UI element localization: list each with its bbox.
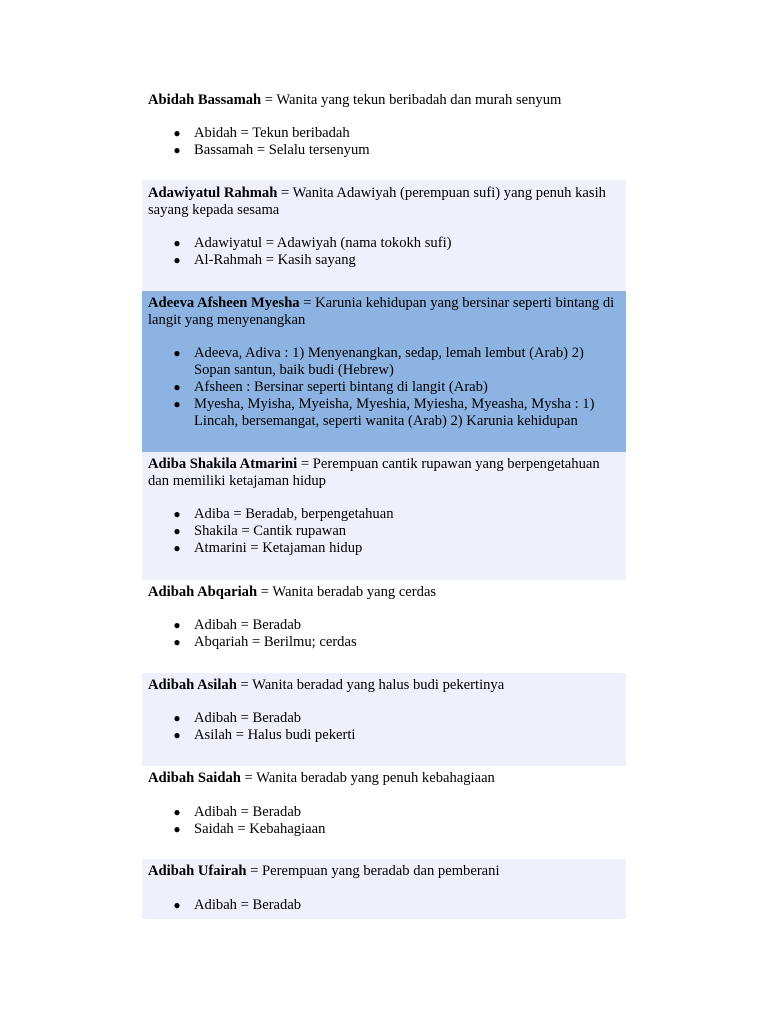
entry-headline bbox=[148, 770, 620, 787]
bullet-icon: ● bbox=[173, 253, 181, 267]
bullet-icon: ● bbox=[173, 728, 181, 742]
list-item-text: Atmarini = Ketajaman hidup bbox=[194, 540, 363, 556]
name-entry-adibah-saidah bbox=[142, 766, 626, 859]
entry-meaning: = Wanita beradad yang halus budi pekertinya bbox=[236, 677, 505, 693]
bullet-icon: ● bbox=[173, 126, 181, 140]
name-entry-adiba-shakila-atmarini bbox=[142, 452, 626, 580]
list-item-text: Abqariah = Berilmu; cerdas bbox=[194, 634, 357, 650]
list-item bbox=[148, 617, 620, 634]
entry-meaning: = Wanita yang tekun beribadah dan murah senyum bbox=[261, 92, 562, 108]
meaning-list bbox=[148, 345, 620, 430]
bullet-icon: ● bbox=[173, 805, 181, 819]
list-item-text: Adeeva, Adiva : 1) Menyenangkan, sedap, lemah lembut (Arab) 2) Sopan santun, baik budi (Hebrew) bbox=[194, 345, 584, 378]
entry-meaning: = Wanita Adawiyah (perempuan sufi) yang penuh kasih sayang kepada sesama bbox=[148, 185, 606, 218]
list-item-text: Adiba = Beradab, berpengetahuan bbox=[194, 506, 394, 522]
bullet-icon: ● bbox=[173, 143, 181, 157]
bullet-icon: ● bbox=[173, 236, 181, 250]
list-item bbox=[148, 523, 620, 540]
meaning-list bbox=[148, 710, 620, 744]
entry-name: Adeeva Afsheen Myesha bbox=[148, 295, 300, 311]
entry-headline bbox=[148, 456, 620, 490]
list-item bbox=[148, 821, 620, 838]
entry-name: Adawiyatul Rahmah bbox=[148, 185, 278, 201]
list-item bbox=[148, 506, 620, 523]
bullet-icon: ● bbox=[173, 346, 181, 360]
bullet-icon: ● bbox=[173, 635, 181, 649]
list-item bbox=[148, 396, 620, 430]
entry-name: Adibah Ufairah bbox=[148, 863, 247, 879]
entry-name: Adiba Shakila Atmarini bbox=[148, 456, 298, 472]
name-entry-adawiyatul-rahmah bbox=[142, 180, 626, 291]
bullet-icon: ● bbox=[173, 822, 181, 836]
bullet-icon: ● bbox=[173, 380, 181, 394]
list-item-text: Bassamah = Selalu tersenyum bbox=[194, 142, 370, 158]
entry-meaning: = Karunia kehidupan yang bersinar seperti bintang di langit yang menyenangkan bbox=[148, 295, 615, 328]
meaning-list bbox=[148, 617, 620, 651]
entry-name: Adibah Saidah bbox=[148, 770, 241, 786]
bullet-icon: ● bbox=[173, 524, 181, 538]
name-entry-adeeva-afsheen-myesha bbox=[142, 291, 626, 452]
meaning-list bbox=[148, 125, 620, 159]
list-item bbox=[148, 252, 620, 269]
meaning-list bbox=[148, 235, 620, 269]
list-item bbox=[148, 897, 620, 914]
list-item-text: Adibah = Beradab bbox=[194, 897, 302, 913]
meaning-list bbox=[148, 804, 620, 838]
list-item-text: Al-Rahmah = Kasih sayang bbox=[194, 252, 356, 268]
list-item bbox=[148, 710, 620, 727]
list-item-text: Adibah = Beradab bbox=[194, 617, 302, 633]
bullet-icon: ● bbox=[173, 898, 181, 912]
entry-name: Abidah Bassamah bbox=[148, 92, 262, 108]
list-item bbox=[148, 379, 620, 396]
entry-meaning: = Perempuan cantik rupawan yang berpengetahuan dan memiliki ketajaman hidup bbox=[148, 456, 600, 489]
list-item bbox=[148, 142, 620, 159]
list-item bbox=[148, 540, 620, 557]
entry-meaning: = Wanita beradab yang cerdas bbox=[257, 584, 437, 600]
list-item-text: Adibah = Beradab bbox=[194, 804, 302, 820]
list-item-text: Adibah = Beradab bbox=[194, 710, 302, 726]
entry-name: Adibah Asilah bbox=[148, 677, 237, 693]
bullet-icon: ● bbox=[173, 541, 181, 555]
bullet-icon: ● bbox=[173, 397, 181, 411]
entry-headline bbox=[148, 584, 620, 601]
meaning-list bbox=[148, 506, 620, 557]
list-item-text: Afsheen : Bersinar seperti bintang di langit (Arab) bbox=[194, 379, 488, 395]
list-item-text: Myesha, Myisha, Myeisha, Myeshia, Myiesha, Myeasha, Mysha : 1) Lincah, bersemangat, seperti wanita (Arab) 2) Karunia kehidupan bbox=[194, 396, 595, 429]
list-item-text: Saidah = Kebahagiaan bbox=[194, 821, 326, 837]
entry-headline bbox=[148, 92, 620, 109]
entry-headline bbox=[148, 863, 620, 880]
entry-meaning: = Perempuan yang beradab dan pemberani bbox=[246, 863, 500, 879]
entry-headline bbox=[148, 677, 620, 694]
name-entry-adibah-abqariah bbox=[142, 580, 626, 673]
entry-meaning: = Wanita beradab yang penuh kebahagiaan bbox=[240, 770, 495, 786]
name-entry-adibah-asilah bbox=[142, 673, 626, 766]
bullet-icon: ● bbox=[173, 618, 181, 632]
list-item bbox=[148, 634, 620, 651]
name-entry-adibah-ufairah bbox=[142, 859, 626, 919]
entry-headline bbox=[148, 295, 620, 329]
list-item-text: Asilah = Halus budi pekerti bbox=[194, 727, 356, 743]
entry-name: Adibah Abqariah bbox=[148, 584, 258, 600]
entry-headline bbox=[148, 185, 620, 219]
list-item-text: Adawiyatul = Adawiyah (nama tokokh sufi) bbox=[194, 235, 452, 251]
list-item bbox=[148, 727, 620, 744]
list-item bbox=[148, 125, 620, 142]
list-item bbox=[148, 235, 620, 252]
list-item bbox=[148, 345, 620, 379]
list-item-text: Abidah = Tekun beribadah bbox=[194, 125, 350, 141]
name-entry-abidah-bassamah bbox=[142, 92, 626, 172]
bullet-icon: ● bbox=[173, 507, 181, 521]
meaning-list bbox=[148, 897, 620, 914]
bullet-icon: ● bbox=[173, 711, 181, 725]
list-item-text: Shakila = Cantik rupawan bbox=[194, 523, 347, 539]
list-item bbox=[148, 804, 620, 821]
